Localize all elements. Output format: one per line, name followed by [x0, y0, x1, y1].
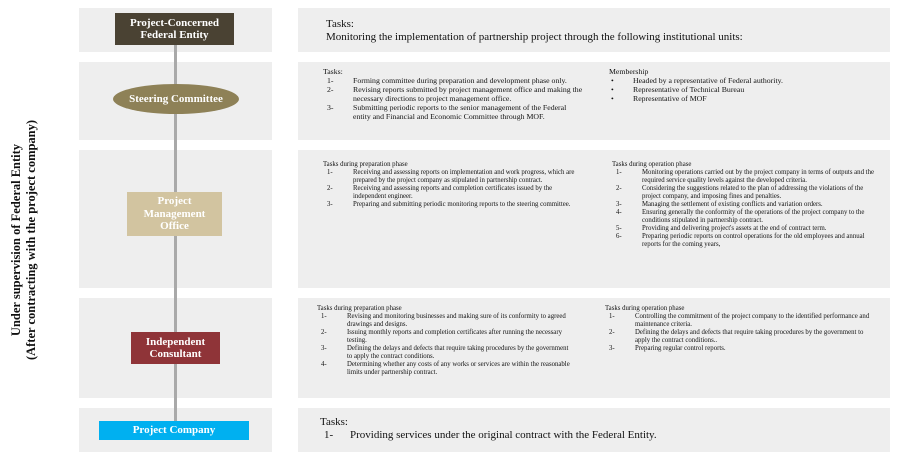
steering-committee-ellipse	[113, 84, 239, 114]
steering-membership-title: Membership	[609, 67, 649, 76]
pmo-label-line2: Management	[143, 207, 206, 220]
side-label-line1: Under supervision of Federal Entity	[9, 143, 24, 337]
consultant-preparation-tasks	[317, 305, 575, 377]
list-item: 5- Providing and delivering project's assets at the end of contract term.	[616, 225, 827, 232]
consultant-operation-title: Tasks during operation phase	[605, 305, 685, 312]
pmo-label-line1: Project	[157, 195, 192, 208]
pmo-preparation-tasks	[323, 161, 578, 209]
list-item: 1- Forming committee during preparation and development phase only.	[327, 76, 567, 85]
steering-tasks-title: Tasks:	[323, 67, 343, 76]
list-item: 1- Revising and monitoring businesses and making sure of its conformity to agreed drawings and designs.	[321, 313, 566, 328]
project-concerned-label-line2: Federal Entity	[140, 29, 209, 41]
list-item: 3- Preparing and submitting periodic monitoring reports to the steering committee.	[327, 201, 571, 208]
list-item: 2- Issuing monthly reports and completion certificates after running the necessary testing.	[321, 329, 562, 344]
list-item: 4- Determining whether any costs of any works or services are within the reasonable limits under partnership contract.	[321, 361, 570, 376]
list-item: 2- Defining the delays and defects that require taking procedures by the government to apply the contract conditions..	[609, 329, 864, 344]
list-item: 1- Providing services under the original contract with the Federal Entity.	[324, 429, 657, 441]
list-item: 2- Receiving and assessing reports and completion certificates issued by the independent engineer.	[327, 185, 553, 200]
pmo-label-line3: Office	[160, 220, 189, 233]
list-item: 2- Considering the suggestions related to the plan of addressing the violations of the project company, and imposing fines and penalties.	[616, 185, 864, 200]
list-item: 1- Receiving and assessing reports on implementation and work progress, which are prepared by the project company as stipulated in partnership contract.	[327, 169, 575, 184]
side-label-line2: (After contracting with the project company)	[24, 119, 39, 361]
list-item: • Representative of Technical Bureau	[611, 85, 745, 94]
list-item: 6- Preparing periodic reports on control operations for the old employees and annual reports for the coming years,	[616, 233, 865, 248]
list-item: 2- Revising reports submitted by project management office and making the necessary directions to project management office.	[327, 85, 583, 103]
list-item: • Representative of MOF	[611, 94, 707, 103]
pmo-preparation-title: Tasks during preparation phase	[323, 161, 408, 168]
project-concerned-tasks-title: Tasks:	[326, 18, 354, 30]
project-concerned-tasks	[326, 18, 881, 44]
company-tasks-title: Tasks:	[320, 416, 348, 428]
company-tasks	[320, 416, 880, 442]
project-concerned-tasks-text: Monitoring the implementation of partnership project through the following institutional units:	[326, 31, 743, 43]
consultant-label-line1: Independent	[145, 335, 206, 348]
list-item: 3- Submitting periodic reports to the senior management of the Federal entity and Financial and Economic Committee through MOF.	[327, 103, 567, 121]
list-item: 1- Controlling the commitment of the project company to the identified performance and maintenance criteria.	[609, 313, 870, 328]
steering-membership	[609, 67, 879, 103]
independent-consultant-box	[131, 332, 220, 364]
project-company-label: Project Company	[132, 424, 216, 437]
consultant-operation-tasks	[605, 305, 873, 353]
side-label	[2, 40, 46, 440]
pmo-operation-tasks	[612, 161, 880, 249]
list-item: 4- Ensuring generally the conformity of the operations of the project company to the conditions stipulated in partnership contract.	[616, 209, 865, 224]
list-item: 3- Defining the delays and defects that require taking procedures by the government to apply the contract conditions.	[321, 345, 569, 360]
list-item: 3- Managing the settlement of existing conflicts and variation orders.	[616, 201, 823, 208]
list-item: 1- Monitoring operations carried out by the project company in terms of outputs and the required service quality levels against the developed criteria.	[616, 169, 874, 184]
steering-committee-label: Steering Committee	[129, 92, 223, 105]
list-item: 3- Preparing regular control reports.	[609, 345, 726, 352]
consultant-preparation-title: Tasks during preparation phase	[317, 305, 402, 312]
project-company-box	[99, 421, 249, 440]
steering-tasks	[323, 67, 585, 121]
project-concerned-federal-entity-box	[115, 13, 234, 45]
list-item: • Headed by a representative of Federal authority.	[611, 76, 783, 85]
pmo-operation-title: Tasks during operation phase	[612, 161, 692, 168]
project-management-office-box	[127, 192, 222, 236]
consultant-label-line2: Consultant	[149, 348, 202, 360]
project-concerned-label-line1: Project-Concerned	[130, 16, 219, 29]
